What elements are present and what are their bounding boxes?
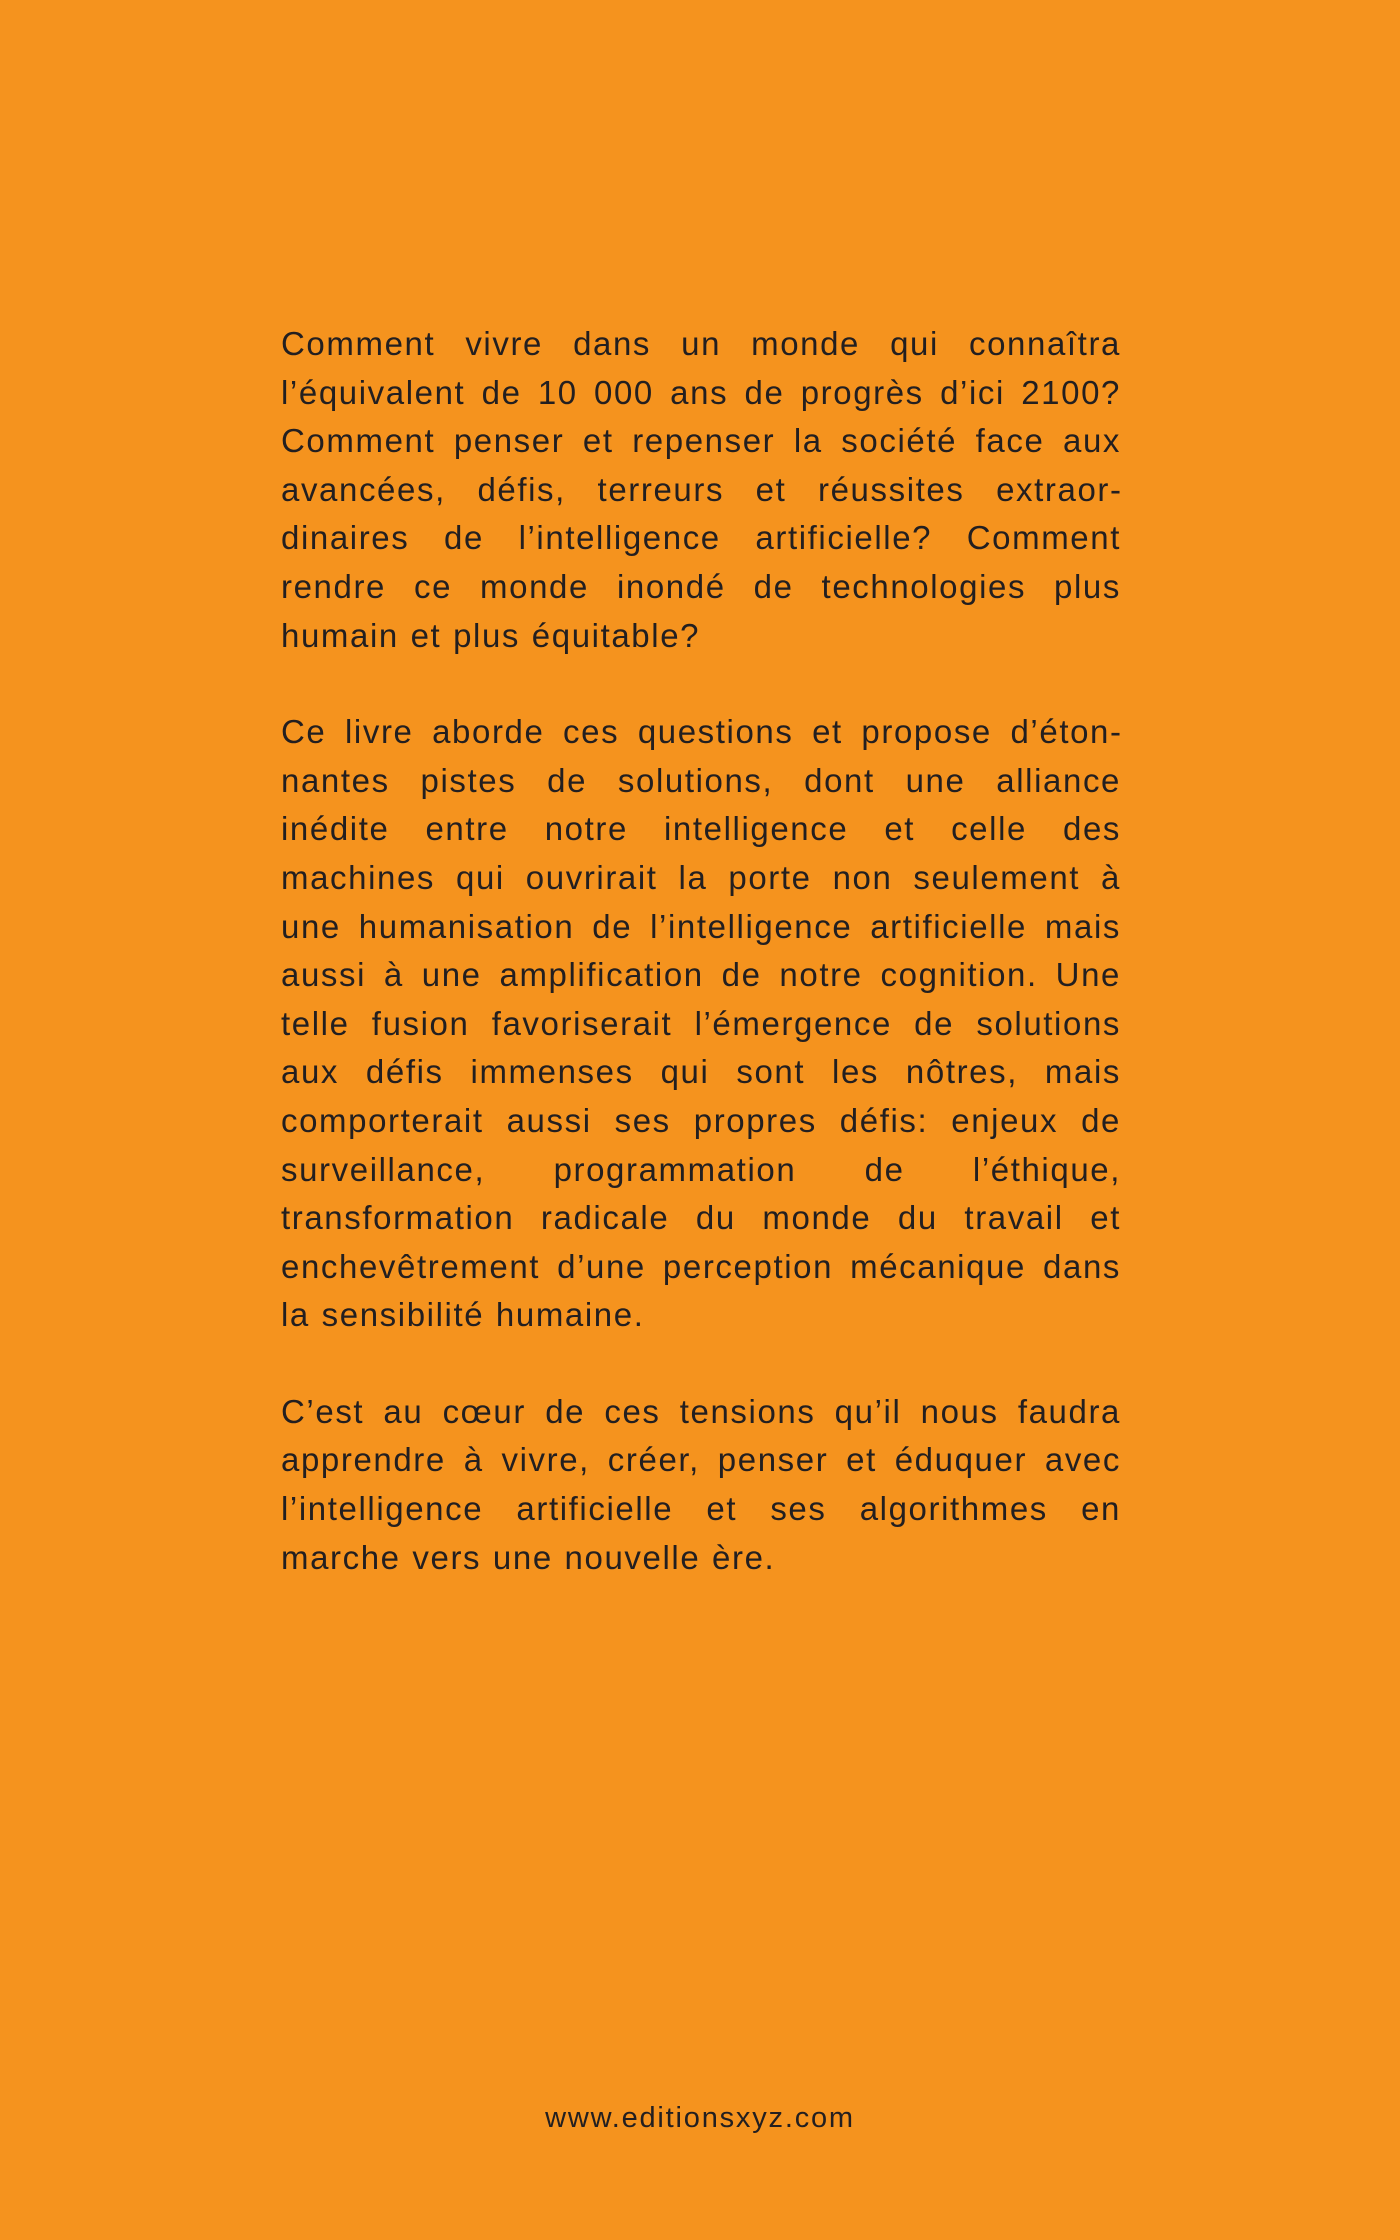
blurb-paragraph-3: C’est au cœur de ces tensions qu’il nous faudra apprendre à vivre, créer, penser et éduquer avec l’intelligence artificielle et ses algorithmes en marche vers une nouvelle ère. — [281, 1392, 1121, 1576]
blurb-paragraph-2: Ce livre aborde ces questions et propose d’étonnantes pistes de solutions, dont une alliance inédite entre notre intelligence et celle des machines qui ouvrirait la porte non seulement à une humanisation de l’intelligence artificielle mais aussi à une amplification de notre cognition. Une telle fusion favoriserait l’émergence de solutions aux défis immenses qui sont les nôtres, mais comporterait aussi ses propres défis: enjeux de surveillance, programmation de l’éthique, transformation radicale du monde du travail et enchevêtrement d’une perception mécanique dans la sensibilité humaine. — [281, 713, 1121, 1334]
blurb-paragraph-1: Comment vivre dans un monde qui connaîtra l’équivalent de 10 000 ans de progrès d’ici 2100? Comment penser et repenser la société face aux avancées, défis, terreurs et réussites extraordinaires de l’intelligence artificielle? Comment rendre ce monde inondé de technologies plus humain et plus équitable? — [281, 325, 1121, 654]
publisher-website: www.editionsxyz.com — [545, 2102, 855, 2134]
cover-blurb — [281, 320, 1121, 1582]
